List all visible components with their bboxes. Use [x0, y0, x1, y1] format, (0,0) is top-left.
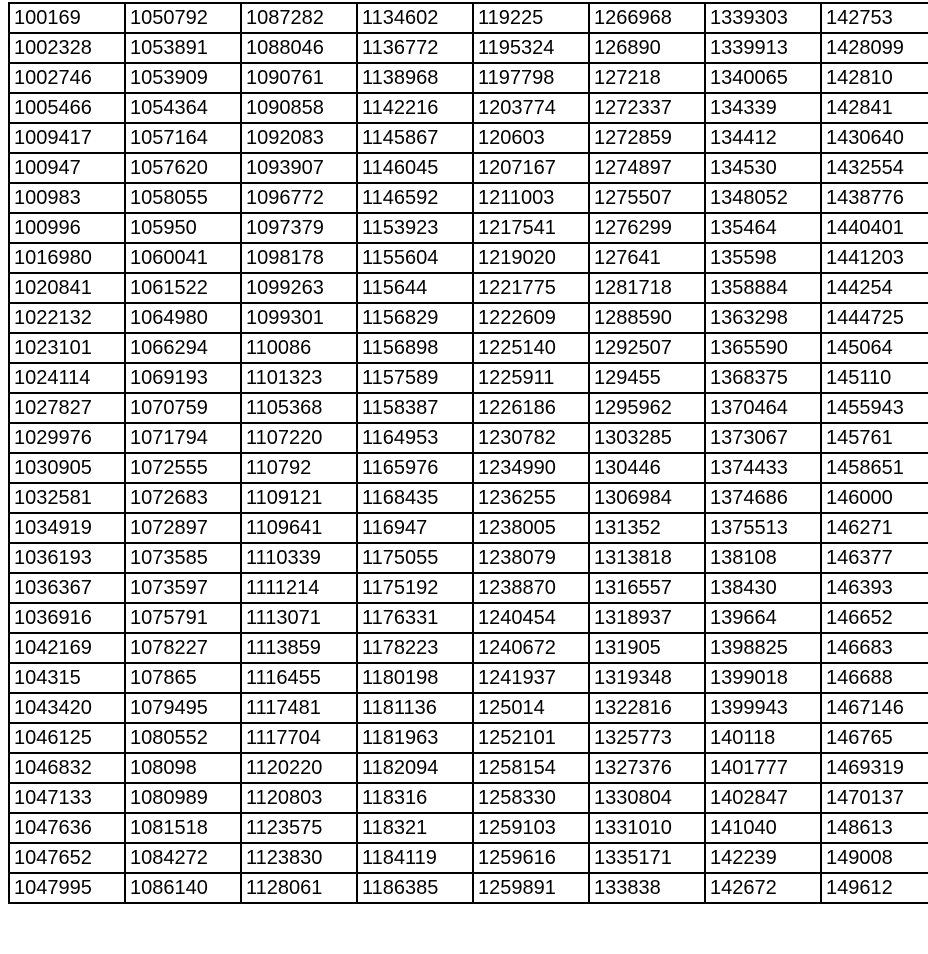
table-cell: 1444725	[821, 303, 928, 333]
table-cell: 1467146	[821, 693, 928, 723]
table-cell: 1060041	[125, 243, 241, 273]
table-cell: 1207167	[473, 153, 589, 183]
table-cell: 1005466	[9, 93, 125, 123]
table-cell: 1107220	[241, 423, 357, 453]
table-cell: 1401777	[705, 753, 821, 783]
table-cell: 1398825	[705, 633, 821, 663]
table-cell: 1072897	[125, 513, 241, 543]
table-cell: 127218	[589, 63, 705, 93]
table-cell: 1339303	[705, 3, 821, 33]
table-cell: 1259891	[473, 873, 589, 903]
table-cell: 145110	[821, 363, 928, 393]
table-cell: 134412	[705, 123, 821, 153]
table-cell: 142841	[821, 93, 928, 123]
table-cell: 149612	[821, 873, 928, 903]
table-cell: 1111214	[241, 573, 357, 603]
table-cell: 1110339	[241, 543, 357, 573]
table-cell: 1225140	[473, 333, 589, 363]
table-cell: 1330804	[589, 783, 705, 813]
table-cell: 1156898	[357, 333, 473, 363]
table-row	[9, 243, 928, 273]
table-cell: 1071794	[125, 423, 241, 453]
table-cell: 1217541	[473, 213, 589, 243]
table-cell: 1047995	[9, 873, 125, 903]
table-cell: 146000	[821, 483, 928, 513]
table-cell: 1029976	[9, 423, 125, 453]
id-number-table	[8, 2, 928, 904]
table-cell: 1145867	[357, 123, 473, 153]
table-cell: 100983	[9, 183, 125, 213]
table-cell: 118321	[357, 813, 473, 843]
table-cell: 126890	[589, 33, 705, 63]
table-cell: 105950	[125, 213, 241, 243]
table-cell: 134530	[705, 153, 821, 183]
table-cell: 1036916	[9, 603, 125, 633]
table-row	[9, 273, 928, 303]
table-cell: 1046832	[9, 753, 125, 783]
table-cell: 1054364	[125, 93, 241, 123]
table-cell: 1113071	[241, 603, 357, 633]
table-cell: 1241937	[473, 663, 589, 693]
table-cell: 116947	[357, 513, 473, 543]
table-row	[9, 783, 928, 813]
table-row	[9, 753, 928, 783]
table-cell: 1043420	[9, 693, 125, 723]
table-cell: 1178223	[357, 633, 473, 663]
table-row	[9, 573, 928, 603]
table-cell: 1181963	[357, 723, 473, 753]
table-cell: 1075791	[125, 603, 241, 633]
table-cell: 134339	[705, 93, 821, 123]
table-cell: 1030905	[9, 453, 125, 483]
table-cell: 1002328	[9, 33, 125, 63]
table-cell: 1090858	[241, 93, 357, 123]
table-cell: 144254	[821, 273, 928, 303]
table-cell: 1176331	[357, 603, 473, 633]
table-cell: 1236255	[473, 483, 589, 513]
table-cell: 110086	[241, 333, 357, 363]
table-cell: 1099301	[241, 303, 357, 333]
table-cell: 1057620	[125, 153, 241, 183]
table-cell: 1281718	[589, 273, 705, 303]
table-cell: 146765	[821, 723, 928, 753]
table-cell: 149008	[821, 843, 928, 873]
table-cell: 1322816	[589, 693, 705, 723]
table-cell: 1092083	[241, 123, 357, 153]
table-cell: 1036193	[9, 543, 125, 573]
table-cell: 1441203	[821, 243, 928, 273]
table-cell: 133838	[589, 873, 705, 903]
table-cell: 1316557	[589, 573, 705, 603]
table-cell: 1288590	[589, 303, 705, 333]
table-cell: 100169	[9, 3, 125, 33]
table-cell: 1184119	[357, 843, 473, 873]
table-cell: 1266968	[589, 3, 705, 33]
table-cell: 1081518	[125, 813, 241, 843]
table-cell: 127641	[589, 243, 705, 273]
table-cell: 1238079	[473, 543, 589, 573]
table-cell: 1272859	[589, 123, 705, 153]
table-cell: 1024114	[9, 363, 125, 393]
table-cell: 1440401	[821, 213, 928, 243]
table-cell: 1226186	[473, 393, 589, 423]
table-cell: 1182094	[357, 753, 473, 783]
table-cell: 1097379	[241, 213, 357, 243]
table-cell: 1203774	[473, 93, 589, 123]
table-cell: 1066294	[125, 333, 241, 363]
table-cell: 146683	[821, 633, 928, 663]
table-cell: 1238870	[473, 573, 589, 603]
table-cell: 1134602	[357, 3, 473, 33]
table-cell: 138108	[705, 543, 821, 573]
table-cell: 1034919	[9, 513, 125, 543]
table-cell: 138430	[705, 573, 821, 603]
table-cell: 1153923	[357, 213, 473, 243]
table-cell: 1195324	[473, 33, 589, 63]
table-cell: 1272337	[589, 93, 705, 123]
table-cell: 1064980	[125, 303, 241, 333]
table-cell: 1365590	[705, 333, 821, 363]
table-cell: 107865	[125, 663, 241, 693]
table-cell: 100996	[9, 213, 125, 243]
table-row	[9, 483, 928, 513]
table-cell: 125014	[473, 693, 589, 723]
table-cell: 146271	[821, 513, 928, 543]
table-cell: 130446	[589, 453, 705, 483]
table-cell: 1156829	[357, 303, 473, 333]
table-cell: 1032581	[9, 483, 125, 513]
table-cell: 1109641	[241, 513, 357, 543]
table-row	[9, 213, 928, 243]
table-cell: 1428099	[821, 33, 928, 63]
table-cell: 146377	[821, 543, 928, 573]
table-cell: 1373067	[705, 423, 821, 453]
table-cell: 1020841	[9, 273, 125, 303]
table-cell: 1222609	[473, 303, 589, 333]
table-cell: 1221775	[473, 273, 589, 303]
table-cell: 1072555	[125, 453, 241, 483]
table-cell: 1123575	[241, 813, 357, 843]
table-cell: 1258154	[473, 753, 589, 783]
table-cell: 1374433	[705, 453, 821, 483]
table-row	[9, 423, 928, 453]
table-cell: 1331010	[589, 813, 705, 843]
table-row	[9, 363, 928, 393]
table-cell: 131352	[589, 513, 705, 543]
table-cell: 1368375	[705, 363, 821, 393]
table-cell: 1146045	[357, 153, 473, 183]
table-cell: 100947	[9, 153, 125, 183]
table-cell: 1275507	[589, 183, 705, 213]
table-cell: 1458651	[821, 453, 928, 483]
table-cell: 1219020	[473, 243, 589, 273]
table-cell: 1363298	[705, 303, 821, 333]
table-cell: 1101323	[241, 363, 357, 393]
table-cell: 131905	[589, 633, 705, 663]
table-cell: 1073585	[125, 543, 241, 573]
table-cell: 1027827	[9, 393, 125, 423]
table-cell: 142753	[821, 3, 928, 33]
table-cell: 1117481	[241, 693, 357, 723]
table-cell: 1070759	[125, 393, 241, 423]
table-cell: 1399018	[705, 663, 821, 693]
table-cell: 1046125	[9, 723, 125, 753]
table-cell: 1099263	[241, 273, 357, 303]
table-cell: 1047133	[9, 783, 125, 813]
table-cell: 1164953	[357, 423, 473, 453]
table-cell: 1318937	[589, 603, 705, 633]
table-cell: 1072683	[125, 483, 241, 513]
table-cell: 1259616	[473, 843, 589, 873]
table-cell: 1340065	[705, 63, 821, 93]
table-row	[9, 303, 928, 333]
table-cell: 1087282	[241, 3, 357, 33]
table-cell: 1088046	[241, 33, 357, 63]
table-row	[9, 633, 928, 663]
table-cell: 1438776	[821, 183, 928, 213]
table-cell: 1430640	[821, 123, 928, 153]
table-cell: 1057164	[125, 123, 241, 153]
table-cell: 1053891	[125, 33, 241, 63]
table-cell: 1240672	[473, 633, 589, 663]
table-cell: 1240454	[473, 603, 589, 633]
table-cell: 104315	[9, 663, 125, 693]
table-cell: 1168435	[357, 483, 473, 513]
table-cell: 108098	[125, 753, 241, 783]
table-cell: 1295962	[589, 393, 705, 423]
table-cell: 146688	[821, 663, 928, 693]
table-cell: 1313818	[589, 543, 705, 573]
table-cell: 1399943	[705, 693, 821, 723]
table-cell: 140118	[705, 723, 821, 753]
table-cell: 1116455	[241, 663, 357, 693]
table-cell: 1096772	[241, 183, 357, 213]
table-cell: 145064	[821, 333, 928, 363]
table-cell: 1319348	[589, 663, 705, 693]
table-cell: 1016980	[9, 243, 125, 273]
table-cell: 1128061	[241, 873, 357, 903]
table-cell: 1374686	[705, 483, 821, 513]
table-cell: 1098178	[241, 243, 357, 273]
table-row	[9, 393, 928, 423]
table-cell: 1402847	[705, 783, 821, 813]
table-cell: 1093907	[241, 153, 357, 183]
table-row	[9, 123, 928, 153]
table-cell: 1348052	[705, 183, 821, 213]
table-row	[9, 93, 928, 123]
table-cell: 1469319	[821, 753, 928, 783]
table-row	[9, 663, 928, 693]
table-cell: 1325773	[589, 723, 705, 753]
table-cell: 142810	[821, 63, 928, 93]
table-row	[9, 453, 928, 483]
table-cell: 1113859	[241, 633, 357, 663]
table-cell: 141040	[705, 813, 821, 843]
table-cell: 146652	[821, 603, 928, 633]
table-cell: 1047636	[9, 813, 125, 843]
table-cell: 1042169	[9, 633, 125, 663]
table-row	[9, 33, 928, 63]
table-cell: 1023101	[9, 333, 125, 363]
table-row	[9, 513, 928, 543]
table-row	[9, 813, 928, 843]
table-cell: 1078227	[125, 633, 241, 663]
table-cell: 1303285	[589, 423, 705, 453]
table-row	[9, 63, 928, 93]
table-body	[9, 3, 928, 903]
table-cell: 1058055	[125, 183, 241, 213]
table-cell: 1146592	[357, 183, 473, 213]
table-cell: 1120220	[241, 753, 357, 783]
table-cell: 1339913	[705, 33, 821, 63]
table-cell: 1186385	[357, 873, 473, 903]
table-cell: 1080989	[125, 783, 241, 813]
table-cell: 1238005	[473, 513, 589, 543]
table-cell: 1165976	[357, 453, 473, 483]
table-row	[9, 603, 928, 633]
table-cell: 115644	[357, 273, 473, 303]
table-cell: 110792	[241, 453, 357, 483]
table-cell: 1197798	[473, 63, 589, 93]
table-cell: 1047652	[9, 843, 125, 873]
table-cell: 1181136	[357, 693, 473, 723]
table-cell: 120603	[473, 123, 589, 153]
table-cell: 146393	[821, 573, 928, 603]
table-cell: 148613	[821, 813, 928, 843]
table-row	[9, 543, 928, 573]
table-cell: 1061522	[125, 273, 241, 303]
table-row	[9, 723, 928, 753]
table-cell: 1252101	[473, 723, 589, 753]
table-cell: 1155604	[357, 243, 473, 273]
table-cell: 1002746	[9, 63, 125, 93]
table-cell: 1009417	[9, 123, 125, 153]
table-cell: 142239	[705, 843, 821, 873]
table-cell: 1117704	[241, 723, 357, 753]
table-cell: 1036367	[9, 573, 125, 603]
table-cell: 1123830	[241, 843, 357, 873]
table-row	[9, 693, 928, 723]
id-number-table-container	[8, 2, 928, 904]
table-cell: 1053909	[125, 63, 241, 93]
table-cell: 1180198	[357, 663, 473, 693]
table-cell: 1175055	[357, 543, 473, 573]
table-cell: 1211003	[473, 183, 589, 213]
table-cell: 1274897	[589, 153, 705, 183]
table-cell: 1157589	[357, 363, 473, 393]
table-cell: 1090761	[241, 63, 357, 93]
table-cell: 1455943	[821, 393, 928, 423]
table-cell: 1370464	[705, 393, 821, 423]
table-cell: 118316	[357, 783, 473, 813]
table-cell: 1022132	[9, 303, 125, 333]
table-cell: 1086140	[125, 873, 241, 903]
table-row	[9, 183, 928, 213]
table-cell: 135464	[705, 213, 821, 243]
table-cell: 1109121	[241, 483, 357, 513]
table-cell: 1276299	[589, 213, 705, 243]
table-cell: 1142216	[357, 93, 473, 123]
table-cell: 1120803	[241, 783, 357, 813]
table-cell: 1292507	[589, 333, 705, 363]
table-cell: 142672	[705, 873, 821, 903]
table-cell: 1259103	[473, 813, 589, 843]
table-cell: 135598	[705, 243, 821, 273]
table-cell: 1234990	[473, 453, 589, 483]
table-row	[9, 3, 928, 33]
table-row	[9, 873, 928, 903]
table-cell: 1470137	[821, 783, 928, 813]
table-cell: 1084272	[125, 843, 241, 873]
table-cell: 1258330	[473, 783, 589, 813]
table-cell: 139664	[705, 603, 821, 633]
table-cell: 1080552	[125, 723, 241, 753]
table-cell: 1105368	[241, 393, 357, 423]
table-cell: 1138968	[357, 63, 473, 93]
table-row	[9, 843, 928, 873]
table-cell: 1050792	[125, 3, 241, 33]
table-cell: 1158387	[357, 393, 473, 423]
table-cell: 1375513	[705, 513, 821, 543]
table-cell: 1306984	[589, 483, 705, 513]
table-cell: 119225	[473, 3, 589, 33]
table-cell: 1432554	[821, 153, 928, 183]
table-cell: 1175192	[357, 573, 473, 603]
table-cell: 1079495	[125, 693, 241, 723]
table-cell: 1225911	[473, 363, 589, 393]
table-cell: 1335171	[589, 843, 705, 873]
table-cell: 1230782	[473, 423, 589, 453]
table-cell: 1327376	[589, 753, 705, 783]
table-cell: 145761	[821, 423, 928, 453]
table-cell: 1069193	[125, 363, 241, 393]
table-row	[9, 333, 928, 363]
table-row	[9, 153, 928, 183]
table-cell: 1073597	[125, 573, 241, 603]
table-cell: 129455	[589, 363, 705, 393]
table-cell: 1358884	[705, 273, 821, 303]
table-cell: 1136772	[357, 33, 473, 63]
